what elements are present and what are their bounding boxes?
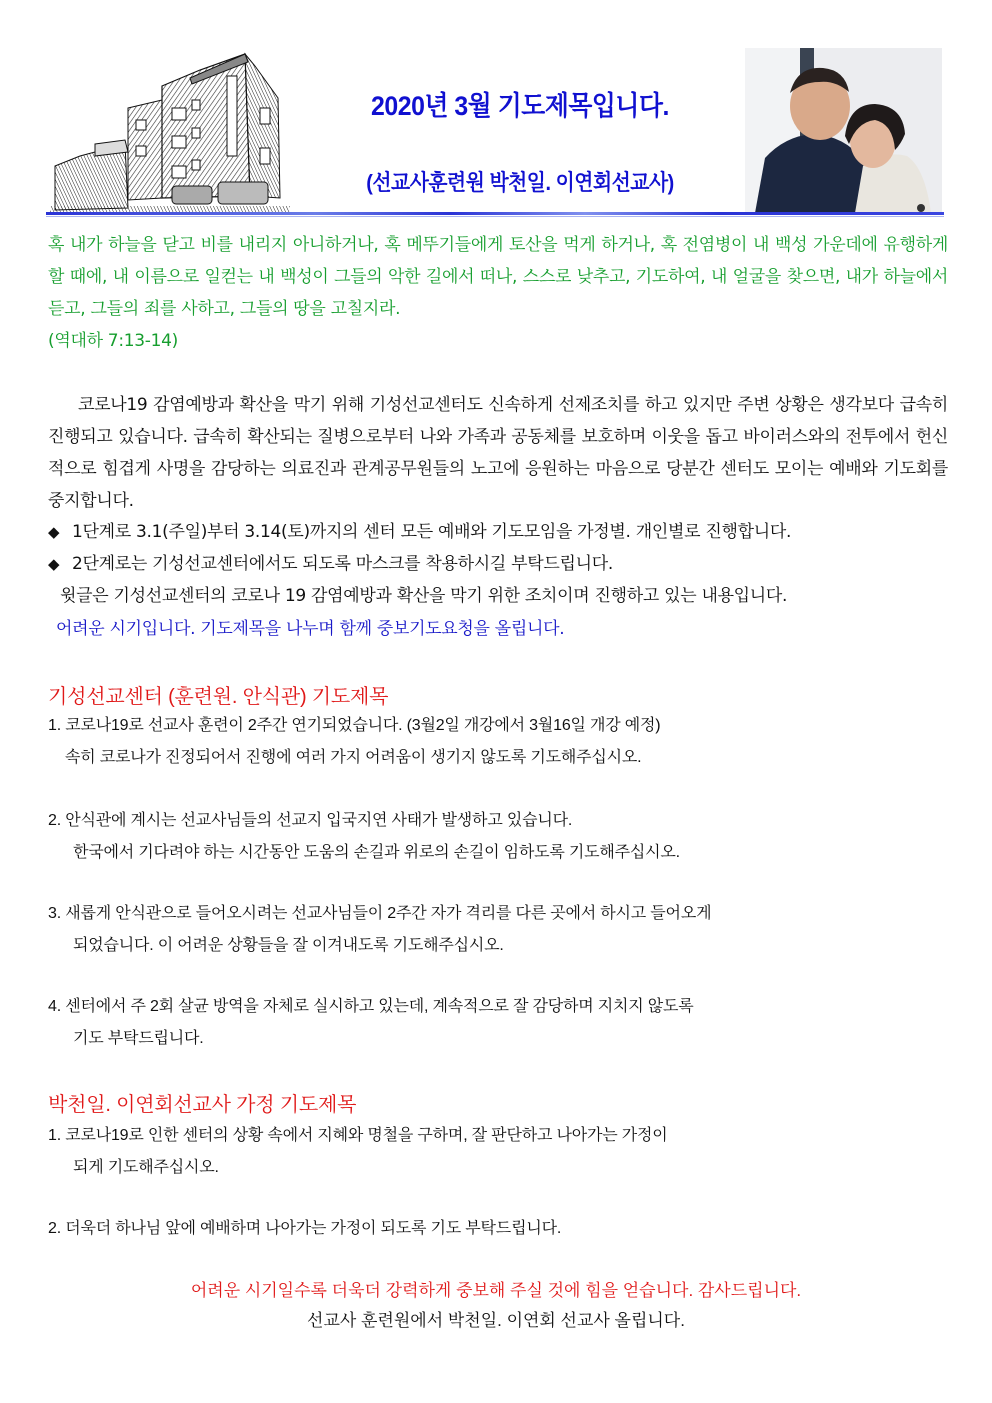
- building-sketch-image: [50, 48, 290, 213]
- prayer-request-note: 어려운 시기입니다. 기도제목을 나누며 함께 중보기도요청을 올립니다.: [56, 619, 565, 639]
- item-line: 되게 기도해주십시오.: [73, 1159, 219, 1176]
- measures-note: 윗글은 기성선교센터의 코로나 19 감염예방과 확산을 막기 위한 조치이며 진행하고 있는 내용입니다.: [60, 586, 788, 606]
- family-prayer-item-2: [48, 1213, 948, 1245]
- center-prayer-item-3: [48, 898, 948, 962]
- item-line: 한국에서 기다려야 하는 시간동안 도움의 손길과 위로의 손길이 임하도록 기도해주십시오.: [73, 844, 680, 861]
- diamond-bullet-icon: ◆: [48, 523, 60, 541]
- center-prayer-item-2: [48, 805, 948, 869]
- item-line: 1. 코로나19로 인한 센터의 상황 속에서 지혜와 명철을 구하며, 잘 판단하고 나아가는 가정이: [48, 1127, 668, 1144]
- item-line: 4. 센터에서 주 2회 살균 방역을 자체로 실시하고 있는데, 계속적으로 잘 감당하며 지치지 않도록: [48, 998, 694, 1015]
- measure-text: 2단계로는 기성선교센터에서도 되도록 마스크를 착용하시길 부탁드립니다.: [72, 554, 613, 574]
- item-line: 3. 새롭게 안식관으로 들어오시려는 선교사님들이 2주간 자가 격리를 다른 곳에서 하시고 들어오게: [48, 905, 712, 922]
- item-line: 기도 부탁드립니다.: [73, 1030, 204, 1047]
- header-divider-shadow: [46, 216, 944, 217]
- page-subtitle: (선교사훈련원 박천일. 이연회선교사): [366, 170, 674, 195]
- header-divider: [46, 212, 944, 215]
- page-title: 2020년 3월 기도제목입니다.: [371, 91, 669, 121]
- scripture-passage: [48, 229, 948, 357]
- signature: 선교사 훈련원에서 박천일. 이연회 선교사 올립니다.: [307, 1311, 685, 1330]
- item-line: 1. 코로나19로 선교사 훈련이 2주간 연기되었습니다. (3월2일 개강에서 3월16일 개강 예정): [48, 717, 661, 734]
- measure-item: [48, 548, 948, 580]
- section-title-family: 박천일. 이연회선교사 가정 기도제목: [48, 1094, 357, 1116]
- item-line: 속히 코로나가 진정되어서 진행에 여러 가지 어려움이 생기지 않도록 기도해주십시오.: [65, 749, 642, 766]
- missionary-couple-photo: [745, 48, 942, 213]
- item-line: 2. 더욱더 하나님 앞에 예배하며 나아가는 가정이 되도록 기도 부탁드립니다.: [48, 1220, 562, 1237]
- family-prayer-item-1: [48, 1120, 948, 1184]
- closing-thanks: 어려운 시기일수록 더욱더 강력하게 중보해 주실 것에 힘을 얻습니다. 감사드립니다.: [190, 1281, 802, 1300]
- item-line: 되었습니다. 이 어려운 상황들을 잘 이겨내도록 기도해주십시오.: [73, 937, 504, 954]
- measure-text: 1단계로 3.1(주일)부터 3.14(토)까지의 센터 모든 예배와 기도모임을 가정별. 개인별로 진행합니다.: [72, 522, 792, 542]
- center-prayer-item-1: [48, 710, 948, 774]
- measure-item: [48, 516, 948, 548]
- center-prayer-item-4: [48, 991, 948, 1055]
- scripture-reference: (역대하 7:13-14): [48, 331, 178, 351]
- intro-text: 코로나19 감염예방과 확산을 막기 위해 기성선교센터도 신속하게 선제조치를 하고 있지만 주변 상황은 생각보다 급속히 진행되고 있습니다. 급속히 확산되는 질병으로부터 나와 가족과 공동체를 보호하며 이웃을 돕고 바이러스와의 전투에서 헌신적으로 힘겹게 사명을 감당하는 의료진과 관계공무원들의 노고에 응원하는 마음으로 당분간 센터도 모이는 예배와 기도회를 중지합니다.: [48, 395, 948, 511]
- section-title-center: 기성선교센터 (훈련원. 안식관) 기도제목: [48, 686, 389, 708]
- measures-list: [48, 516, 948, 580]
- scripture-text: 혹 내가 하늘을 닫고 비를 내리지 아니하거나, 혹 메뚜기들에게 토산을 먹게 하거나, 혹 전염병이 내 백성 가운데에 유행하게 할 때에, 내 이름으로 일컫는 내 백성이 그들의 악한 길에서 떠나, 스스로 낮추고, 기도하여, 내 얼굴을 찾으면, 내가 하늘에서 듣고, 그들의 죄를 사하고, 그들의 땅을 고칠지라.: [48, 235, 948, 319]
- item-line: 2. 안식관에 계시는 선교사님들의 선교지 입국지연 사태가 발생하고 있습니다.: [48, 812, 573, 829]
- intro-paragraph: [48, 389, 948, 517]
- diamond-bullet-icon: ◆: [48, 555, 60, 573]
